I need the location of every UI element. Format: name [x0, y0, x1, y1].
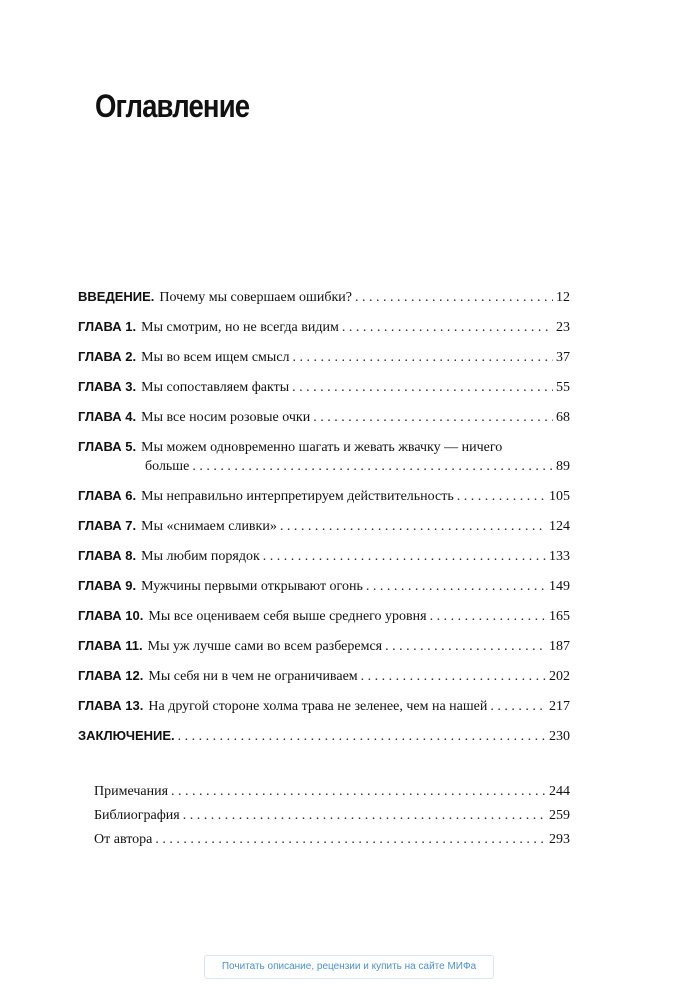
- toc-entry-ch8: [78, 545, 570, 575]
- toc-page: 12: [556, 290, 570, 305]
- toc-text: Почему мы совершаем ошибки?: [159, 290, 352, 305]
- toc-page: 124: [549, 519, 570, 534]
- toc-entry-ch12: [78, 665, 570, 695]
- toc-label: ГЛАВА 4.: [78, 409, 137, 424]
- toc-leader: [342, 317, 553, 339]
- toc-label: ВВЕДЕНИЕ.: [78, 289, 155, 304]
- toc-entry-ch10: [78, 605, 570, 635]
- toc-leader: [366, 576, 546, 598]
- toc-label: ГЛАВА 9.: [78, 578, 137, 593]
- toc-label: ГЛАВА 2.: [78, 349, 137, 364]
- toc-text: Библиография: [94, 808, 180, 823]
- toc-text: Мы неправильно интерпретируем действительность: [141, 489, 454, 504]
- toc-page: 89: [556, 459, 570, 474]
- toc-entry-ch13: [78, 695, 570, 725]
- buy-link[interactable]: Почитать описание, рецензии и купить на сайте МИФа: [204, 955, 494, 979]
- toc-text: Мы любим порядок: [141, 549, 260, 564]
- toc-page: 165: [549, 609, 570, 624]
- toc-text: От автора: [94, 832, 153, 847]
- toc-page: 133: [549, 549, 570, 564]
- toc-entry-about-author: [94, 829, 570, 853]
- toc-leader: [293, 347, 553, 369]
- toc-label: ГЛАВА 8.: [78, 548, 137, 563]
- toc-text: На другой стороне холма трава не зеленее, чем на нашей: [148, 699, 488, 714]
- toc-entry-ch3: [78, 376, 570, 406]
- toc-text: Мы «снимаем сливки»: [141, 519, 277, 534]
- toc-page: 55: [556, 380, 570, 395]
- toc-leader: [490, 696, 546, 718]
- table-of-contents: [78, 286, 570, 755]
- toc-label: ЗАКЛЮЧЕНИЕ.: [78, 728, 175, 743]
- toc-text: Мы все оцениваем себя выше среднего уровня: [148, 609, 427, 624]
- toc-leader: [313, 407, 553, 429]
- toc-page: 202: [549, 669, 570, 684]
- toc-leader: [280, 516, 546, 538]
- back-matter: [94, 781, 570, 853]
- toc-entry-ch2: [78, 346, 570, 376]
- toc-leader: [361, 666, 546, 688]
- toc-page: 68: [556, 410, 570, 425]
- toc-leader: [385, 636, 546, 658]
- toc-text: Мы себя ни в чем не ограничиваем: [148, 669, 358, 684]
- toc-entry-ch4: [78, 406, 570, 436]
- toc-text: Мы смотрим, но не всегда видим: [141, 320, 339, 335]
- toc-entry-ch6: [78, 485, 570, 515]
- toc-leader: [183, 805, 546, 827]
- toc-page: 230: [549, 729, 570, 744]
- toc-label: ГЛАВА 10.: [78, 608, 144, 623]
- toc-leader: [192, 456, 553, 478]
- toc-label: ГЛАВА 5.: [78, 439, 137, 454]
- toc-page: 293: [549, 832, 570, 847]
- toc-label: ГЛАВА 12.: [78, 668, 144, 683]
- toc-text: Мы во всем ищем смысл: [141, 350, 290, 365]
- toc-page: 244: [549, 784, 570, 799]
- toc-leader: [178, 726, 546, 748]
- toc-label: ГЛАВА 11.: [78, 638, 143, 653]
- toc-leader: [355, 287, 553, 309]
- toc-text: Мы уж лучше сами во всем разберемся: [147, 639, 383, 654]
- toc-leader: [171, 781, 546, 803]
- toc-leader: [457, 486, 546, 508]
- page-title: Оглавление: [95, 88, 250, 124]
- toc-page: 23: [556, 320, 570, 335]
- toc-entry-ch1: [78, 316, 570, 346]
- toc-page: 149: [549, 579, 570, 594]
- toc-text-continued: больше: [145, 459, 190, 474]
- toc-entry-ch5: [78, 436, 570, 485]
- toc-leader: [263, 546, 546, 568]
- toc-entry-notes: [94, 781, 570, 805]
- toc-text: Мы все носим розовые очки: [141, 410, 311, 425]
- toc-entry-intro: [78, 286, 570, 316]
- toc-label: ГЛАВА 1.: [78, 319, 137, 334]
- toc-label: ГЛАВА 7.: [78, 518, 137, 533]
- toc-page: 37: [556, 350, 570, 365]
- toc-text: Мужчины первыми открывают огонь: [141, 579, 363, 594]
- toc-entry-conclusion: [78, 725, 570, 755]
- toc-entry-ch9: [78, 575, 570, 605]
- toc-text: Примечания: [94, 784, 169, 799]
- toc-leader: [155, 829, 546, 851]
- toc-page: 187: [549, 639, 570, 654]
- toc-entry-ch7: [78, 515, 570, 545]
- toc-leader: [292, 377, 553, 399]
- toc-entry-ch11: [78, 635, 570, 665]
- toc-page: 105: [549, 489, 570, 504]
- toc-entry-bibliography: [94, 805, 570, 829]
- toc-leader: [430, 606, 546, 628]
- toc-text: Мы можем одновременно шагать и жевать жвачку — ничего: [141, 440, 503, 455]
- toc-label: ГЛАВА 6.: [78, 488, 137, 503]
- toc-page: 217: [549, 699, 570, 714]
- toc-text: Мы сопоставляем факты: [141, 380, 290, 395]
- toc-page: 259: [549, 808, 570, 823]
- toc-label: ГЛАВА 13.: [78, 698, 144, 713]
- toc-label: ГЛАВА 3.: [78, 379, 137, 394]
